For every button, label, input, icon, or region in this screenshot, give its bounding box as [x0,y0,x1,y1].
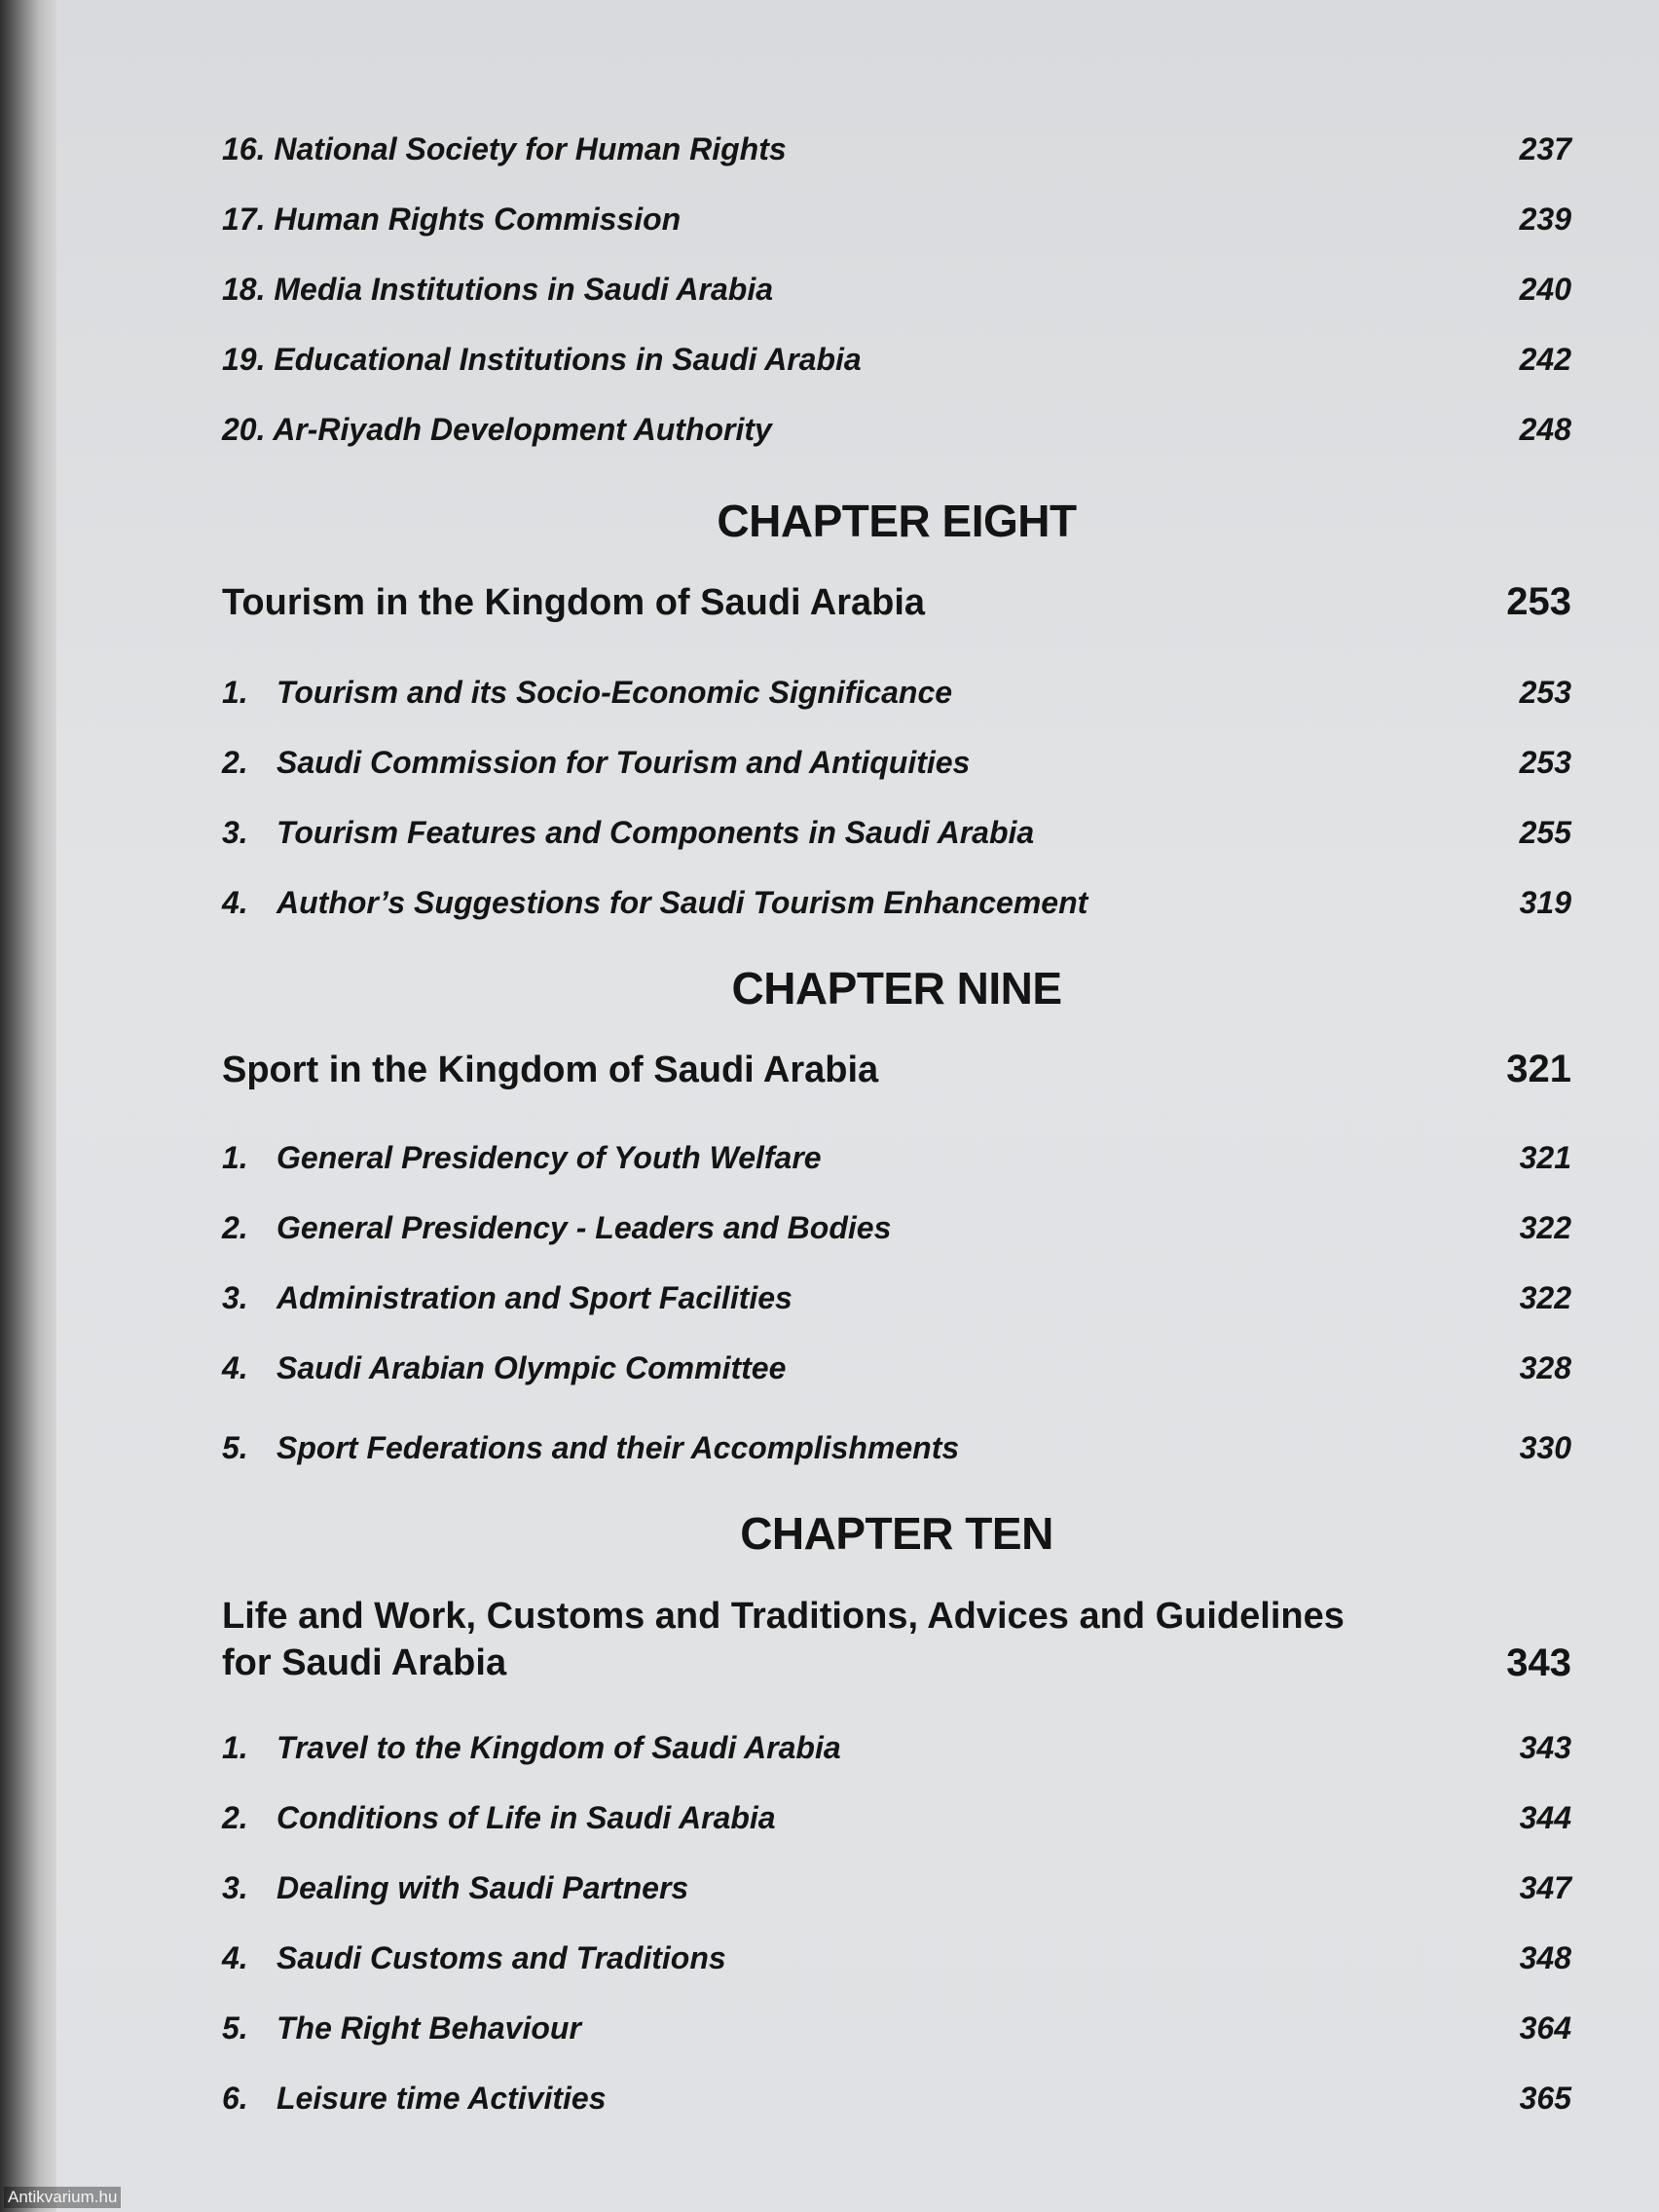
toc-entry-label: 17. Human Rights Commission [222,201,682,237]
toc-entry-page: 365 [1519,2080,1571,2116]
chapter-nine-title [222,1048,1571,1091]
chapter-nine-title-text: Sport in the Kingdom of Saudi Arabia [222,1050,879,1090]
toc-entry-label: General Presidency of Youth Welfare [276,1139,822,1175]
toc-entry-number: 5. [222,1429,248,1465]
toc-entry-page: 237 [1519,130,1571,166]
watermark: Antikvarium.hu [4,2187,121,2208]
toc-entry-page: 248 [1519,411,1571,447]
toc-entry-page: 322 [1519,1279,1571,1315]
toc-entry [222,1425,1571,1470]
toc-entry-number: 1. [222,674,248,710]
toc-entry-page: 321 [1519,1139,1571,1175]
chapter-eight-page: 253 [1506,580,1571,623]
toc-entry-number: 3. [222,1279,248,1315]
toc-entry-label: Tourism and its Socio-Economic Significance [276,674,953,710]
toc-entry-number: 6. [222,2080,248,2116]
toc-entry-page: 328 [1519,1349,1571,1385]
toc-entry-page: 255 [1519,814,1571,850]
toc-entry-label: 16. National Society for Human Rights [222,130,787,166]
toc-entry-label: Saudi Customs and Traditions [276,1939,726,1975]
chapter-ten-page: 343 [1506,1641,1571,1684]
toc-entry [222,1725,1571,1770]
toc-entry [222,407,1571,452]
toc-entry [222,1795,1571,1840]
chapter-eight-heading: CHAPTER EIGHT [717,496,1077,546]
toc-entry-label: 20. Ar-Riyadh Development Authority [222,411,772,447]
chapter-nine-heading: CHAPTER NINE [731,963,1062,1014]
toc-entry [222,197,1571,241]
chapter-ten-heading: CHAPTER TEN [740,1508,1053,1559]
toc-entry-number: 5. [222,2009,248,2046]
toc-entry [222,127,1571,171]
toc-entry-page: 239 [1519,201,1571,237]
toc-entry-page: 347 [1519,1869,1571,1905]
toc-entry-label: Travel to the Kingdom of Saudi Arabia [276,1729,841,1765]
toc-entry-label: Sport Federations and their Accomplishments [276,1429,960,1465]
toc-entry-number: 2. [222,1209,248,1245]
toc-entry-number: 3. [222,1869,248,1905]
toc-entry [222,740,1571,785]
toc-entry [222,810,1571,855]
toc-entry-page: 344 [1519,1799,1571,1835]
toc-entry-page: 253 [1519,744,1571,780]
toc-entry-number: 3. [222,814,248,850]
toc-entry-label: Administration and Sport Facilities [276,1279,793,1315]
toc-entry-page: 364 [1519,2009,1571,2046]
toc-entry-number: 2. [222,744,248,780]
toc-entry-label: Author’s Suggestions for Saudi Tourism Enhancement [276,884,1088,920]
toc-entry [222,1865,1571,1910]
toc-entry-number: 4. [222,884,248,920]
toc-entry-page: 242 [1519,341,1571,377]
book-spine-edge [0,0,56,2212]
toc-entry [222,1936,1571,1980]
toc-entry-label: Tourism Features and Components in Saudi Arabia [276,814,1035,850]
chapter-ten-title-line1: Life and Work, Customs and Traditions, Advices and Guidelines [222,1596,1345,1637]
toc-entry [222,670,1571,715]
chapter-ten-title-line2: for Saudi Arabia [222,1642,507,1683]
toc-entry [222,2076,1571,2120]
toc-entry-page: 348 [1519,1939,1571,1975]
chapter-nine-page: 321 [1506,1048,1571,1090]
toc-entry-label: Leisure time Activities [276,2080,607,2116]
toc-entry-label: Saudi Commission for Tourism and Antiquities [276,744,971,780]
toc-entry-page: 330 [1519,1429,1571,1465]
toc-entry-page: 319 [1519,884,1571,920]
toc-entry-page: 343 [1519,1729,1571,1765]
toc-entry [222,267,1571,312]
toc-entry-number: 4. [222,1349,248,1385]
toc-entry-label: 19. Educational Institutions in Saudi Arabia [222,341,862,377]
toc-entry [222,1275,1571,1320]
toc-entry-label: 18. Media Institutions in Saudi Arabia [222,271,774,307]
toc-entry-page: 322 [1519,1209,1571,1245]
toc-entry [222,1135,1571,1180]
toc-entry-label: The Right Behaviour [276,2009,581,2046]
chapter-ten-title [222,1593,1571,1686]
toc-entry [222,880,1571,925]
toc-entry-number: 2. [222,1799,248,1835]
toc-entry [222,1205,1571,1250]
toc-entry [222,1346,1571,1390]
toc-entry-number: 1. [222,1729,248,1765]
toc-entry [222,337,1571,382]
chapter-eight-title-text: Tourism in the Kingdom of Saudi Arabia [222,582,926,623]
toc-entry-label: Saudi Arabian Olympic Committee [276,1349,787,1385]
toc-entry-label: General Presidency - Leaders and Bodies [276,1209,892,1245]
chapter-eight-title [222,580,1571,624]
toc-entry-label: Dealing with Saudi Partners [276,1869,689,1905]
toc-entry-page: 240 [1519,271,1571,307]
toc-entry-label: Conditions of Life in Saudi Arabia [276,1799,776,1835]
toc-entry [222,2006,1571,2050]
toc-entry-page: 253 [1519,674,1571,710]
toc-entry-number: 1. [222,1139,248,1175]
toc-entry-number: 4. [222,1939,248,1975]
